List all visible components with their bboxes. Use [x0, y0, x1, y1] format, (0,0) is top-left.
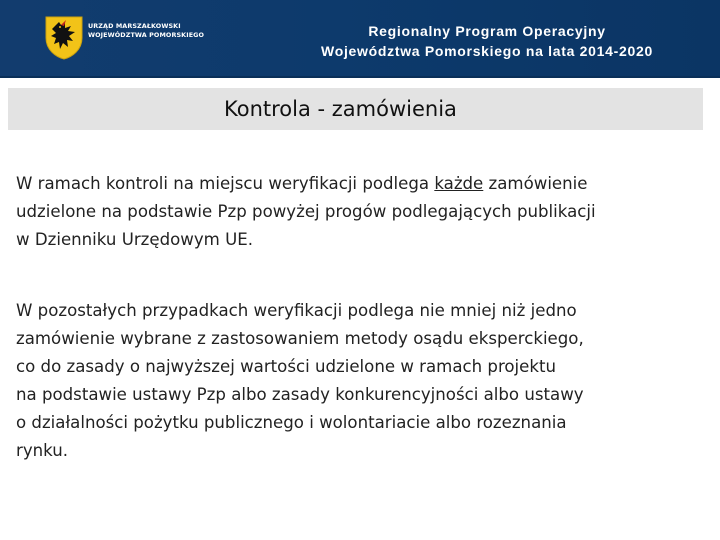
paragraph2-line: W pozostałych przypadkach weryfikacji podlega nie mniej niż jedno [16, 301, 577, 320]
paragraph2-line: rynku. [16, 441, 69, 460]
program-title-line1: Regionalny Program Operacyjny [368, 23, 606, 39]
paragraph1-line1 [16, 170, 706, 198]
paragraph2-line: na podstawie ustawy Pzp albo zasady konkurencyjności albo ustawy [16, 385, 584, 404]
paragraph-verification-all [16, 170, 706, 254]
logo-text-line1: URZĄD MARSZAŁKOWSKI [88, 22, 181, 30]
paragraph-other-cases [16, 297, 706, 465]
logo-text-line2: WOJEWÓDZTWA POMORSKIEGO [88, 31, 205, 39]
paragraph2-line: o działalności pożytku publicznego i wolontariacie albo rozeznania [16, 413, 567, 432]
paragraph1-line1-end: zamówienie [483, 174, 588, 193]
logo-text [88, 22, 204, 40]
paragraph1-line3: w Dzienniku Urzędowym UE. [16, 230, 253, 249]
paragraph2-line: co do zasady o najwyższej wartości udzielone w ramach projektu [16, 357, 557, 376]
program-title-line2: Województwa Pomorskiego na lata 2014-2020 [321, 43, 653, 59]
paragraph2-line: zamówienie wybrane z zastosowaniem metody osądu eksperckiego, [16, 329, 584, 348]
paragraph1-line1-start: W ramach kontroli na miejscu weryfikacji podlega [16, 174, 435, 193]
griffin-coat-of-arms-icon [44, 16, 84, 60]
underlined-word: każde [434, 174, 484, 193]
program-title [268, 21, 706, 61]
slide-title: Kontrola - zamówienia [224, 97, 457, 121]
header-divider [0, 76, 720, 78]
paragraph1-line2: udzielone na podstawie Pzp powyżej progów podlegających publikacji [16, 202, 596, 221]
